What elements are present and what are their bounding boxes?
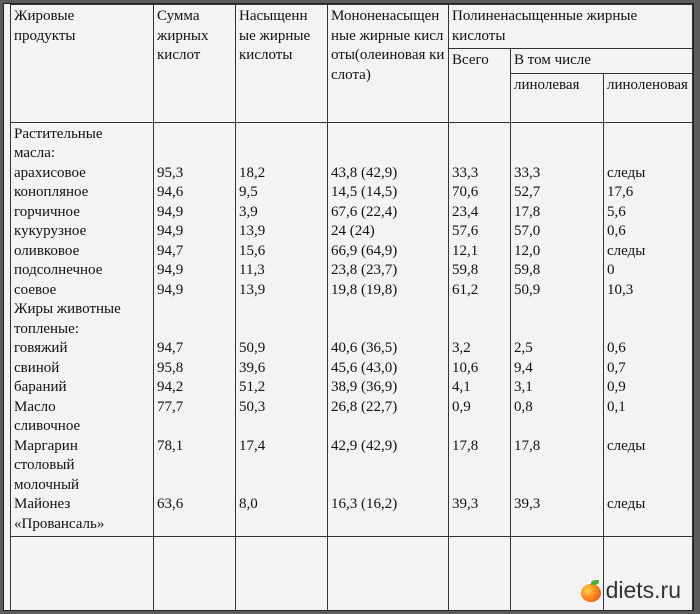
cell-value: 3,9 xyxy=(239,203,258,220)
cell-value: 14,5 (14,5) xyxy=(331,184,398,200)
cell-value: 16,3 (16,2) xyxy=(331,496,398,512)
cell-value: 0,6 xyxy=(607,340,626,356)
header-row-1 xyxy=(11,5,693,49)
list-item: конопляное xyxy=(14,184,89,200)
list-item: свиной xyxy=(14,359,60,376)
header-saturated: Насыщенные жирные кислоты xyxy=(236,5,328,123)
header-total: Всего xyxy=(449,49,511,123)
cell-value: 24 (24) xyxy=(331,223,375,239)
cell-value: 8,0 xyxy=(239,496,258,512)
header-polyunsaturated: Полиненасыщенные жирные кислоты xyxy=(449,5,693,49)
cell-value: 40,6 (36,5) xyxy=(331,340,398,356)
cell-value: 57,0 xyxy=(514,223,541,239)
cell-value: 13,9 xyxy=(239,281,266,298)
cell-value: 0,8 xyxy=(514,398,533,415)
table-body-row xyxy=(11,122,693,537)
cell-value: 94,9 xyxy=(157,281,184,298)
group-label-animal: Жиры животные топленые: xyxy=(14,301,121,337)
cell-value: 39,6 xyxy=(239,359,266,376)
linoleic-column xyxy=(511,122,604,537)
fat-composition-table xyxy=(10,4,693,611)
cell-value: 12,0 xyxy=(514,242,541,259)
list-item: оливковое xyxy=(14,242,80,259)
cell-value: 67,6 (22,4) xyxy=(331,203,398,220)
cell-value: следы xyxy=(607,437,646,454)
linolenic-column xyxy=(604,122,693,537)
site-logo[interactable] xyxy=(580,577,681,604)
list-item: кукурузное xyxy=(14,223,87,239)
cell-value: 95,3 xyxy=(157,164,184,181)
cell-value: 94,7 xyxy=(157,340,184,356)
group-label-vegetable: Растительные масла: xyxy=(14,125,103,161)
cell-value: 17,8 xyxy=(514,437,541,454)
list-item: подсолнечное xyxy=(14,262,103,278)
cell-value: 77,7 xyxy=(157,398,184,415)
cell-value: 66,9 (64,9) xyxy=(331,242,398,259)
list-item: соевое xyxy=(14,281,57,298)
cell-value: 0,7 xyxy=(607,359,626,376)
cell-value: следы xyxy=(607,242,646,259)
list-item: Маргарин столовый молочный xyxy=(14,437,80,493)
cell-value: 95,8 xyxy=(157,359,184,376)
cell-value: следы xyxy=(607,164,646,181)
cell-value: 59,8 xyxy=(452,262,479,278)
cell-value: 94,9 xyxy=(157,223,184,239)
cell-value: 50,3 xyxy=(239,398,266,415)
logo-text: diets.ru xyxy=(605,577,681,603)
cell-value: 17,8 xyxy=(452,437,479,454)
list-item: горчичное xyxy=(14,203,80,220)
cell-value: 61,2 xyxy=(452,281,479,298)
list-item: Майонез «Провансаль» xyxy=(14,496,105,532)
cell-value: 39,3 xyxy=(452,496,479,512)
cell-value: 17,8 xyxy=(514,203,541,220)
header-sum: Сумма жирных кислот xyxy=(154,5,236,123)
cell-value: 15,6 xyxy=(239,242,266,259)
cell-value: 94,7 xyxy=(157,242,184,259)
cell-value: следы xyxy=(607,496,646,512)
cell-value: 10,3 xyxy=(607,281,634,298)
document-frame xyxy=(3,3,694,611)
poly-total-column xyxy=(449,122,511,537)
cell-value: 50,9 xyxy=(514,281,541,298)
cell-value: 94,2 xyxy=(157,379,184,395)
cell-value: 42,9 (42,9) xyxy=(331,437,398,454)
cell-value: 17,6 xyxy=(607,184,634,200)
list-item: бараний xyxy=(14,379,67,395)
cell-value: 0,6 xyxy=(607,223,626,239)
apple-icon xyxy=(580,580,602,602)
sum-column xyxy=(154,122,236,537)
cell-value: 0,9 xyxy=(452,398,471,415)
cell-value: 17,4 xyxy=(239,437,266,454)
cell-value: 51,2 xyxy=(239,379,266,395)
cell-value: 57,6 xyxy=(452,223,479,239)
cell-value: 23,8 (23,7) xyxy=(331,262,398,278)
cell-value: 2,5 xyxy=(514,340,533,356)
cell-value: 10,6 xyxy=(452,359,479,376)
cell-value: 59,8 xyxy=(514,262,541,278)
header-including: В том числе xyxy=(511,49,693,74)
cell-value: 45,6 (43,0) xyxy=(331,359,398,376)
list-item: Масло сливочное xyxy=(14,398,81,434)
cell-value: 0 xyxy=(607,262,615,278)
cell-value: 23,4 xyxy=(452,203,479,220)
product-column xyxy=(11,122,154,537)
cell-value: 63,6 xyxy=(157,496,184,512)
cell-value: 33,3 xyxy=(514,164,541,181)
cell-value: 43,8 (42,9) xyxy=(331,164,398,181)
cell-value: 52,7 xyxy=(514,184,541,200)
list-item: арахисовое xyxy=(14,164,86,181)
cell-value: 26,8 (22,7) xyxy=(331,398,398,415)
cell-value: 33,3 xyxy=(452,164,479,181)
cell-value: 94,9 xyxy=(157,203,184,220)
cell-value: 9,4 xyxy=(514,359,533,376)
cell-value: 18,2 xyxy=(239,164,266,181)
header-monounsaturated: Мононенасыщенные жирные кислоты(олеиновая кислота) xyxy=(328,5,449,123)
cell-value: 5,6 xyxy=(607,203,626,220)
cell-value: 70,6 xyxy=(452,184,479,200)
mono-column xyxy=(328,122,449,537)
cell-value: 19,8 (19,8) xyxy=(331,281,398,298)
list-item: говяжий xyxy=(14,340,68,356)
cell-value: 3,1 xyxy=(514,379,533,395)
cell-value: 38,9 (36,9) xyxy=(331,379,398,395)
header-products: Жировые продукты xyxy=(11,5,154,123)
cell-value: 94,6 xyxy=(157,184,184,200)
cell-value: 0,9 xyxy=(607,379,626,395)
cell-value: 39,3 xyxy=(514,496,541,512)
header-linolenic: линоленовая xyxy=(604,73,693,122)
cell-value: 78,1 xyxy=(157,437,184,454)
header-linoleic: линолевая xyxy=(511,73,604,122)
cell-value: 3,2 xyxy=(452,340,471,356)
cell-value: 4,1 xyxy=(452,379,471,395)
cell-value: 11,3 xyxy=(239,262,265,278)
cell-value: 0,1 xyxy=(607,398,626,415)
saturated-column xyxy=(236,122,328,537)
cell-value: 12,1 xyxy=(452,242,479,259)
cell-value: 13,9 xyxy=(239,223,266,239)
cell-value: 94,9 xyxy=(157,262,184,278)
cell-value: 50,9 xyxy=(239,340,266,356)
cell-value: 9,5 xyxy=(239,184,258,200)
